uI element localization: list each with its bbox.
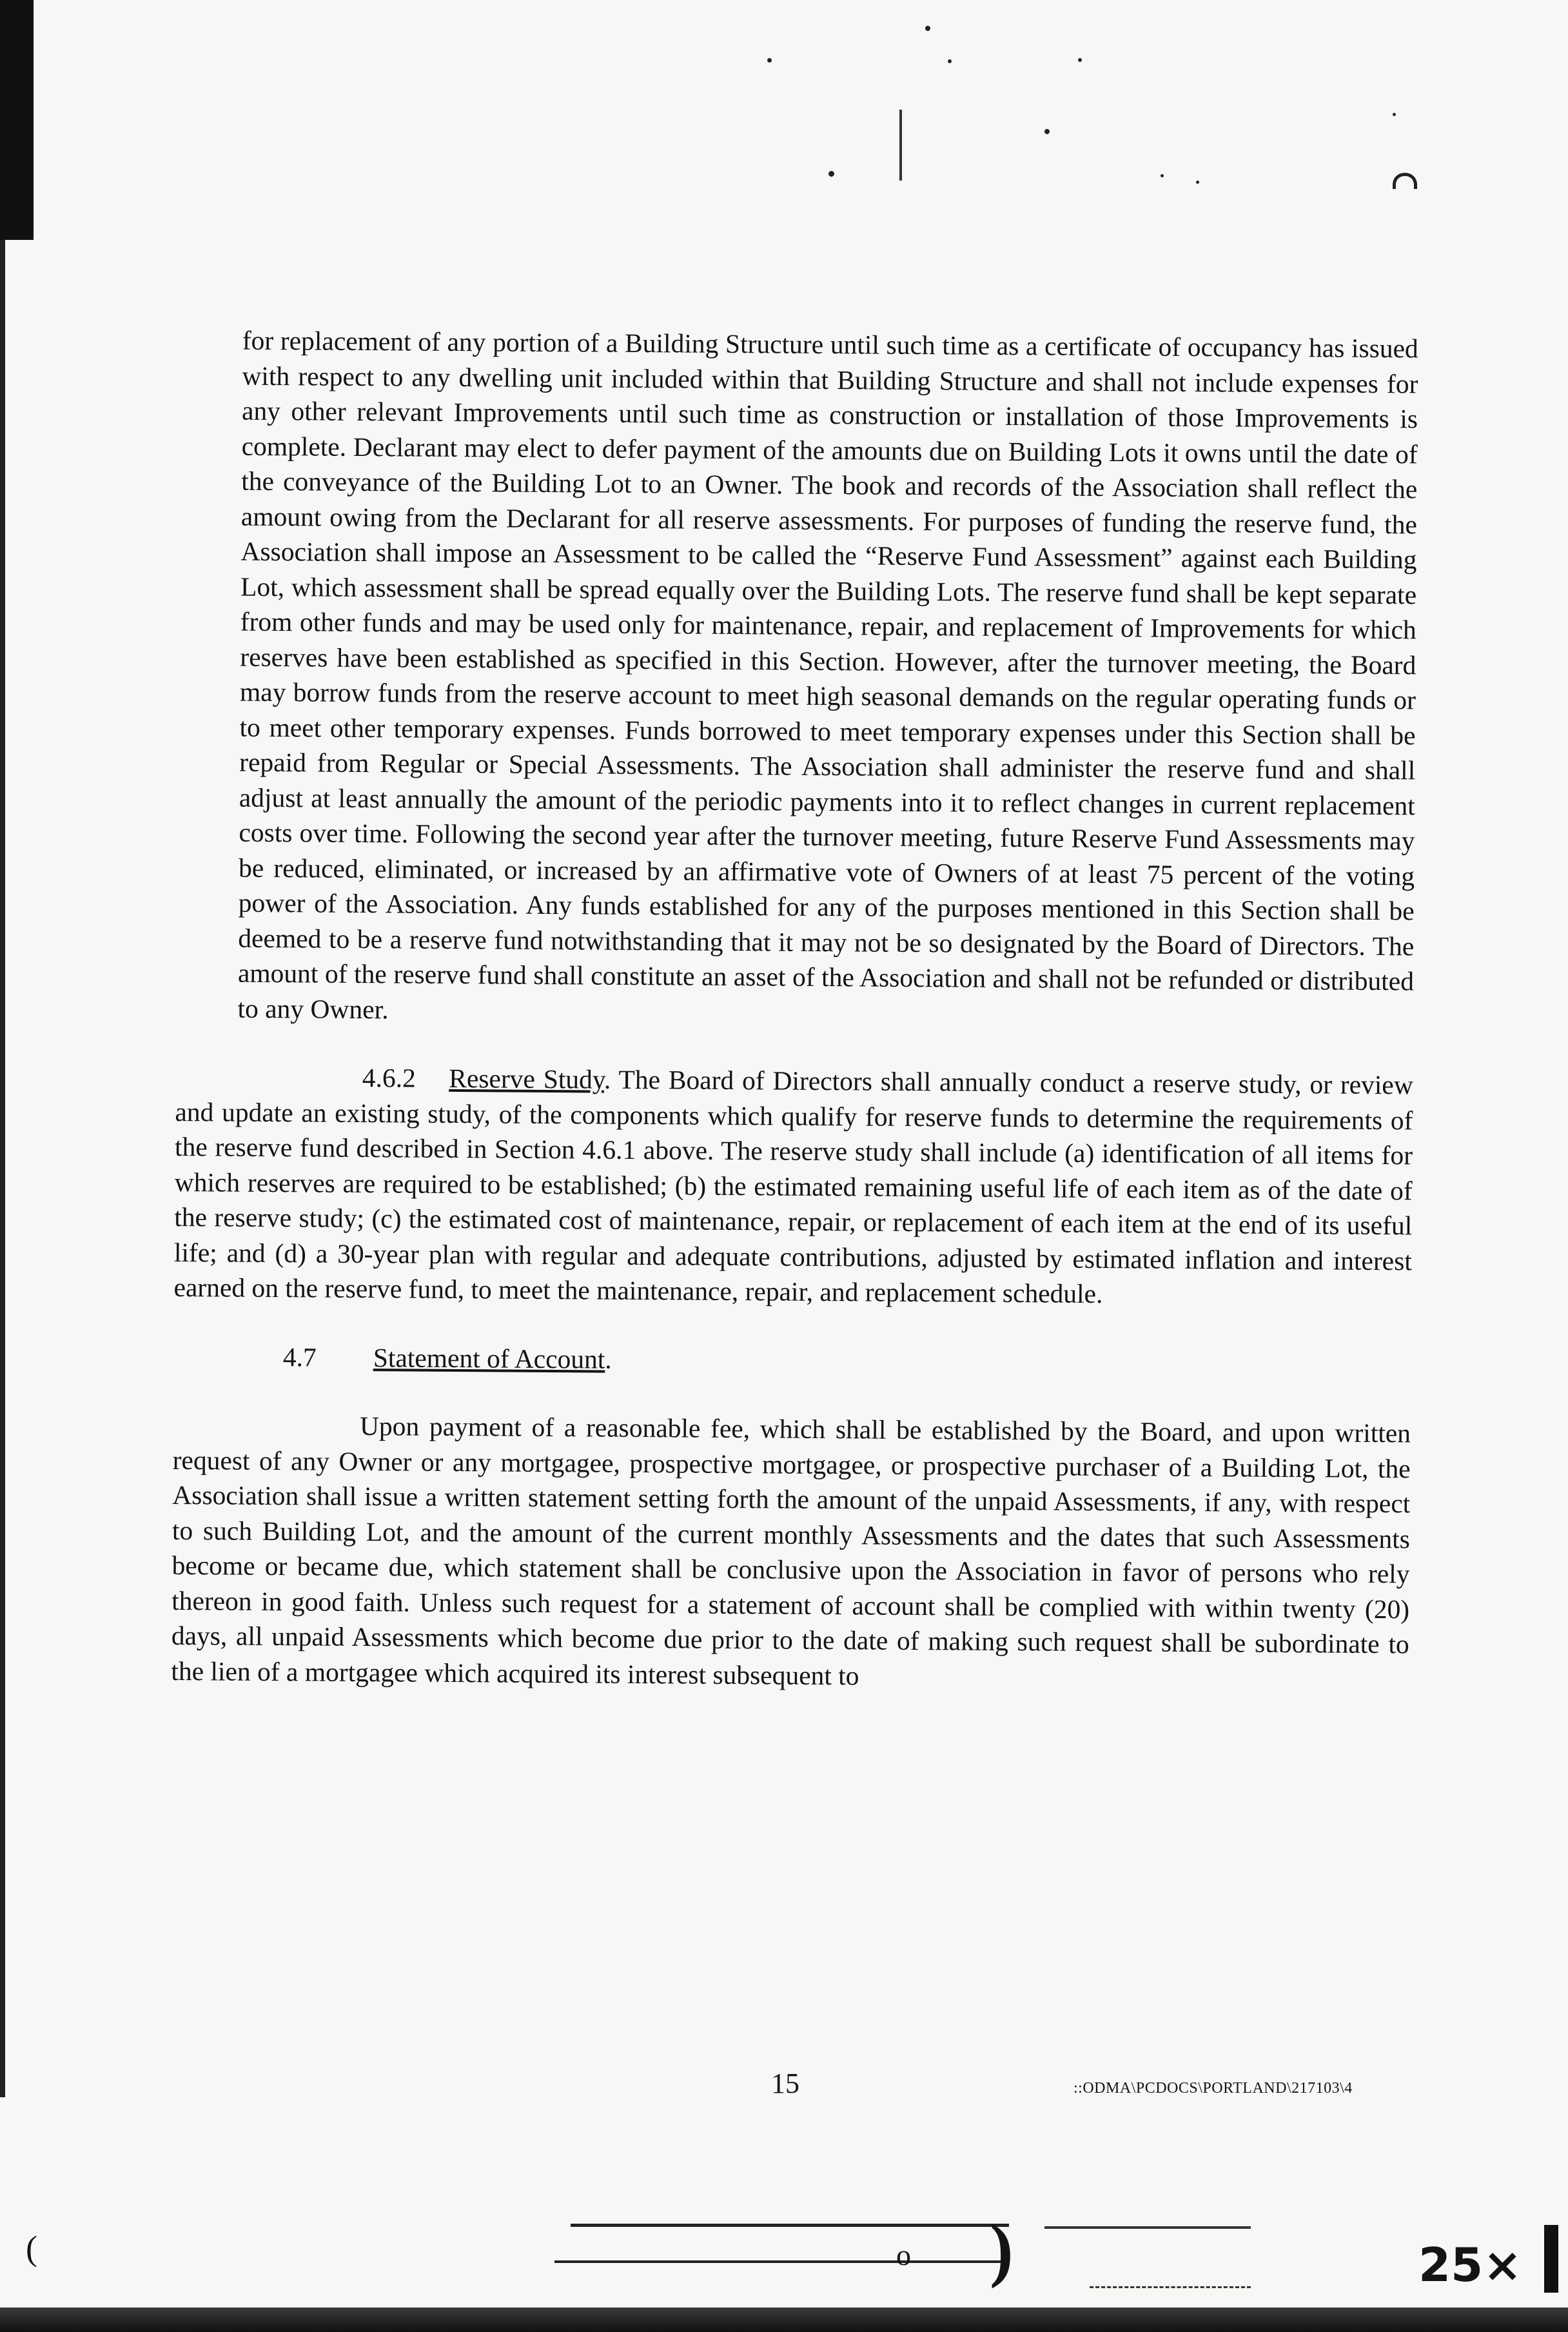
section-title: Reserve Study xyxy=(449,1063,605,1094)
scan-edge-bar xyxy=(0,0,34,240)
scan-bottom-band xyxy=(0,2307,1568,2332)
scan-mark xyxy=(899,110,902,181)
scan-speck xyxy=(925,26,930,31)
section-number: 4.7 xyxy=(282,1341,317,1372)
scan-stamp: 25× xyxy=(1418,2238,1522,2292)
scan-speck xyxy=(1393,113,1396,116)
scan-speck xyxy=(767,58,772,63)
scan-speck xyxy=(828,171,834,177)
paragraph-reserve-fund: for replacement of any portion of a Building Structure until such time as a certificate of occupancy has issued with respect to any dwelling unit included within that Building Structure and shall not include expenses for any other relevant Improvements until such time as construction or installation of those Improvements is complete. Declarant may elect to defer payment of the amounts due on Building Lots it owns until the date of the conveyance of the Building Lot to an Owner. The book and records of the Association shall reflect the amount owing from the Declarant for all reserve assessments. For purposes of funding the reserve fund, the Association shall impose an Assessment to be called the “Reserve Fund Assessment” against each Building Lot, which assessment shall be spread equally over the Building Lots. The reserve fund shall be kept separate from other funds and may be used only for maintenance, repair, and replacement of Improvements for which reserves have been established as specified in this Section. However, after the turnover meeting, the Board may borrow funds from the reserve account to meet high seasonal demands on the regular operating funds or to meet other temporary expenses. Funds borrowed to meet temporary expenses under this Section shall be repaid from Regular or Special Assessments. The Association shall administer the reserve fund and shall adjust at least annually the amount of the periodic payments into it to reflect changes in current replacement costs over time. Following the second year after the turnover meeting, future Reserve Fund Assessments may be reduced, eliminated, or increased by an affirmative vote of Owners of at least 75 percent of the voting power of the Association. Any funds established for any of the purposes mentioned in this Section shall be deemed to be a reserve fund notwithstanding that it may not be so designated by the Board of Directors. The amount of the reserve fund shall constitute an asset of the Association and shall not be refunded or distributed to any Owner. xyxy=(237,325,1418,1024)
scan-line xyxy=(1044,2226,1251,2229)
section-heading-statement-of-account xyxy=(173,1338,1411,1382)
paragraph-statement-of-account: Upon payment of a reasonable fee, which shall be established by the Board, and upon written request of any Owner or any mortgagee, prospective mortgagee, or prospective purchaser of a Building Lot, the Association shall issue a written statement setting forth the amount of the unpaid Assessments, if any, with respect to such Building Lot, and the amount of the current monthly Assessments and the dates that such Assessments become or became due, which statement shall be conclusive upon the Association in favor of persons who rely thereon in good faith. Unless such request for a statement of account shall be complied with within twenty (20) days, all unpaid Assessments which become due prior to the date of making such request shall be subordinate to the lien of a mortgagee which acquired its interest subsequent to xyxy=(171,1410,1411,1690)
page-number: 15 xyxy=(771,2068,799,2099)
scan-line xyxy=(571,2224,1009,2227)
section-number: 4.6.2 xyxy=(362,1062,416,1093)
scan-stamp-bar xyxy=(1544,2225,1558,2293)
document-body xyxy=(171,322,1418,1697)
scan-speck xyxy=(1044,129,1050,134)
scan-speck xyxy=(948,59,952,63)
document-id: ::ODMA\PCDOCS\PORTLAND\217103\4 xyxy=(1073,2080,1353,2097)
scan-speck xyxy=(1161,174,1164,177)
scan-dashes xyxy=(1090,2286,1251,2290)
scan-corner-mark xyxy=(1393,173,1417,189)
scan-paren-mark: ) xyxy=(990,2210,1014,2289)
section-title: Statement of Account xyxy=(373,1342,605,1374)
scan-paren-mark: ( xyxy=(26,2229,37,2268)
section-title-suffix: . xyxy=(605,1344,612,1374)
scan-circle-mark: o xyxy=(896,2238,911,2271)
scan-edge-line xyxy=(0,240,5,2097)
scan-speck xyxy=(1078,58,1082,62)
paragraph-reserve-study xyxy=(173,1059,1413,1314)
scan-speck xyxy=(1196,181,1199,184)
section-body: . The Board of Directors shall annually conduct a reserve study, or review and update an existing study, of the components which qualify for reserve funds to determine the requirements of the reserve fund described in Section 4.6.1 above. The reserve study shall include (a) identification of all items for which reserves are required to be established; (b) the estimated remaining useful life of each item as of the date of the reserve study; (c) the estimated cost of maintenance, repair, or replacement of each item at the end of its useful life; and (d) a 30-year plan with regular and adequate contributions, adjusted by estimated inflation and interest earned on the reserve fund, to meet the maintenance, repair, and replacement schedule. xyxy=(173,1064,1413,1309)
scan-line xyxy=(554,2260,1006,2263)
